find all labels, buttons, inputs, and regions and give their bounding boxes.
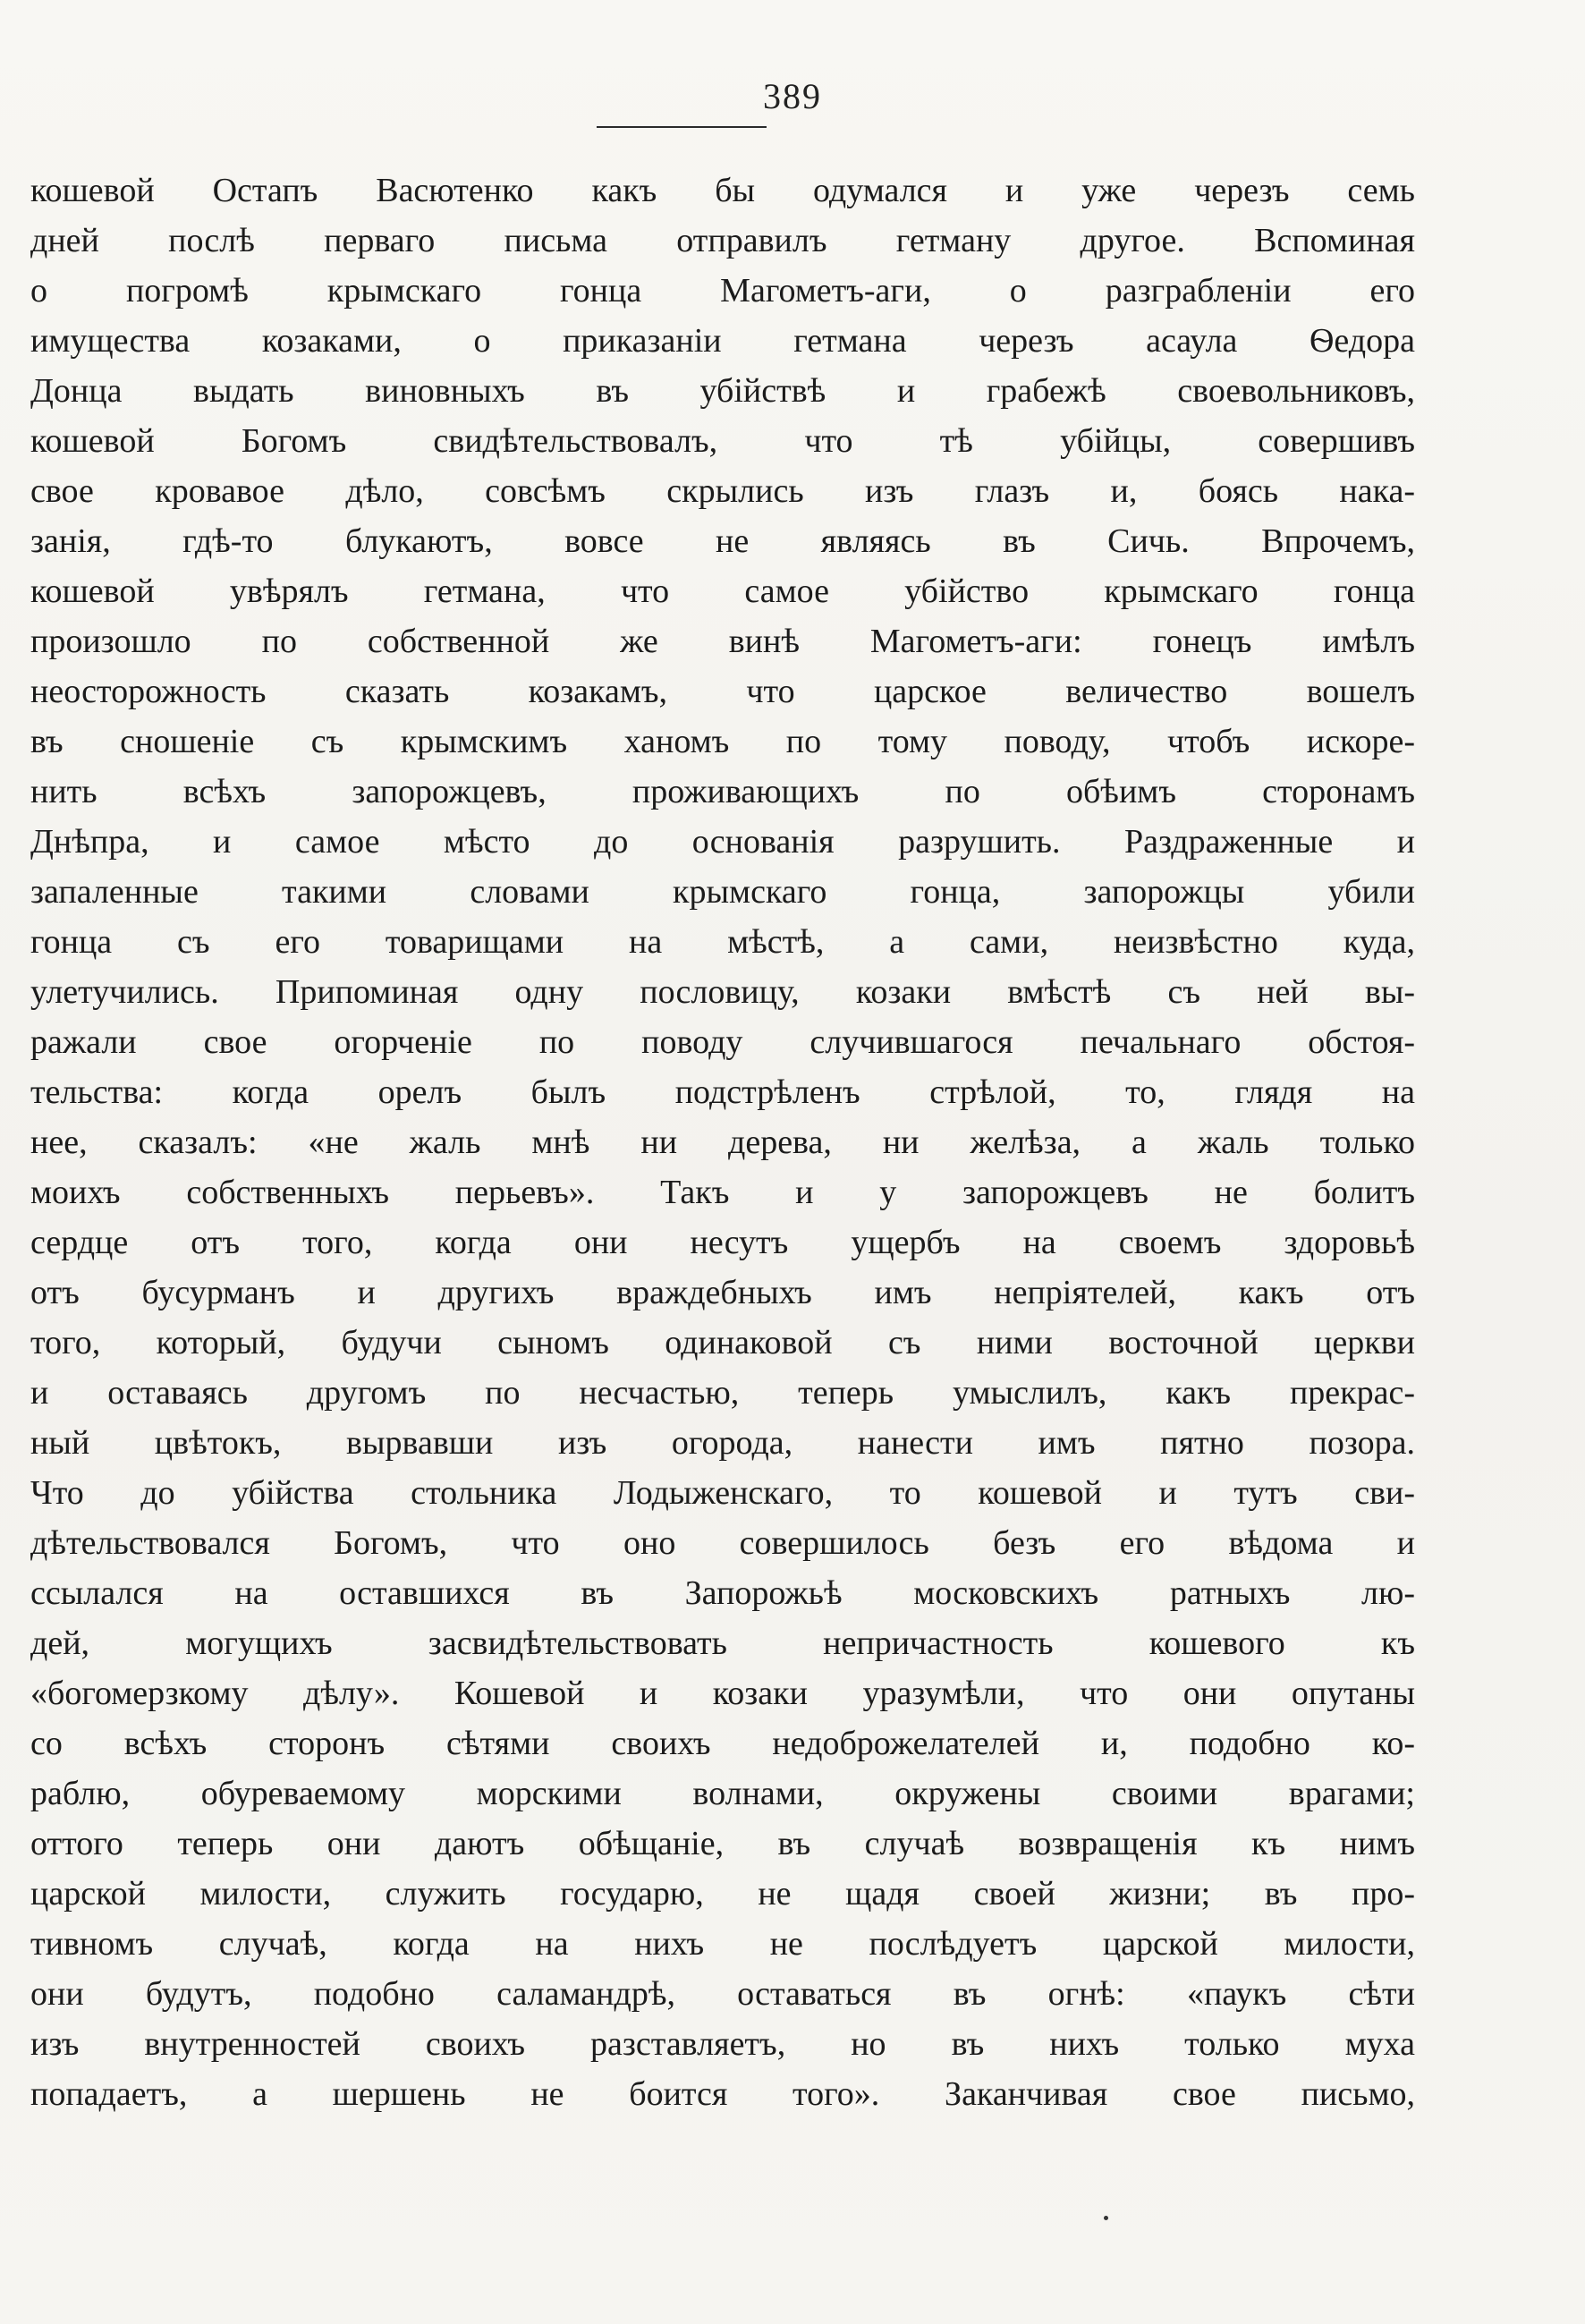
ink-speck xyxy=(1104,2216,1108,2220)
header-rule xyxy=(597,126,767,128)
text-line: нить всѣхъ запорожцевъ, проживающихъ по обѣимъ сторонамъ xyxy=(30,773,1415,810)
text-line: свое кровавое дѣло, совсѣмъ скрылись изъ глазъ и, боясь нака- xyxy=(30,472,1415,510)
text-line: сердце отъ того, когда они несутъ ущербъ на своемъ здоровьѣ xyxy=(30,1224,1415,1261)
text-line: гонца съ его товарищами на мѣстѣ, а сами, неизвѣстно куда, xyxy=(30,923,1415,961)
text-line: ссылался на оставшихся въ Запорожьѣ московскихъ ратныхъ лю- xyxy=(30,1574,1415,1612)
text-line: и оставаясь другомъ по несчастью, теперь умыслилъ, какъ прекрас- xyxy=(30,1374,1415,1412)
text-line: въ сношеніе съ крымскимъ ханомъ по тому поводу, чтобъ искоре- xyxy=(30,723,1415,760)
text-line: ражали свое огорченіе по поводу случившагося печальнаго обстоя- xyxy=(30,1023,1415,1061)
text-line: дней послѣ перваго письма отправилъ гетману другое. Вспоминая xyxy=(30,222,1415,259)
text-line: имущества козаками, о приказаніи гетмана черезъ асаула Ѳедора xyxy=(30,322,1415,360)
text-line: они будутъ, подобно саламандрѣ, оставаться въ огнѣ: «паукъ сѣти xyxy=(30,1975,1415,2013)
text-line: Днѣпра, и самое мѣсто до основанія разрушить. Раздраженные и xyxy=(30,823,1415,861)
text-line: Донца выдать виновныхъ въ убійствѣ и грабежѣ своевольниковъ, xyxy=(30,372,1415,410)
text-line: оттого теперь они даютъ обѣщаніе, въ случаѣ возвращенія къ нимъ xyxy=(30,1825,1415,1862)
text-line: произошло по собственной же винѣ Магометъ-аги: гонецъ имѣлъ xyxy=(30,623,1415,660)
text-line: нее, сказалъ: «не жаль мнѣ ни дерева, ни желѣза, а жаль только xyxy=(30,1124,1415,1161)
text-line: Что до убійства стольника Лодыженскаго, то кошевой и тутъ сви- xyxy=(30,1474,1415,1512)
text-line: дей, могущихъ засвидѣтельствовать непричастность кошевого къ xyxy=(30,1624,1415,1662)
page-number: 389 xyxy=(763,76,822,116)
body-text xyxy=(30,165,1415,2119)
text-line: «богомерзкому дѣлу». Кошевой и козаки уразумѣли, что они опутаны xyxy=(30,1675,1415,1712)
text-line: того, который, будучи сыномъ одинаковой съ ними восточной церкви xyxy=(30,1324,1415,1361)
text-line: дѣтельствовался Богомъ, что оно совершилось безъ его вѣдома и xyxy=(30,1524,1415,1562)
text-line: моихъ собственныхъ перьевъ». Такъ и у запорожцевъ не болитъ xyxy=(30,1174,1415,1211)
text-line: царской милости, служить государю, не щадя своей жизни; въ про- xyxy=(30,1875,1415,1913)
text-line: запаленные такими словами крымскаго гонца, запорожцы убили xyxy=(30,873,1415,911)
text-line: со всѣхъ сторонъ сѣтями своихъ недоброжелателей и, подобно ко- xyxy=(30,1725,1415,1762)
text-line: о погромѣ крымскаго гонца Магометъ-аги, о разграбленіи его xyxy=(30,272,1415,310)
text-line: попадаетъ, а шершень не боится того». Заканчивая свое письмо, xyxy=(30,2075,1415,2113)
text-line: тивномъ случаѣ, когда на нихъ не послѣдуетъ царской милости, xyxy=(30,1925,1415,1963)
text-line: тельства: когда орелъ былъ подстрѣленъ стрѣлой, то, глядя на xyxy=(30,1073,1415,1111)
text-line: кошевой увѣрялъ гетмана, что самое убійство крымскаго гонца xyxy=(30,573,1415,610)
text-line: изъ внутренностей своихъ разставляетъ, но въ нихъ только муха xyxy=(30,2025,1415,2063)
text-line: кошевой Остапъ Васютенко какъ бы одумался и уже черезъ семь xyxy=(30,172,1415,209)
text-line: улетучились. Припоминая одну пословицу, козаки вмѣстѣ съ ней вы- xyxy=(30,973,1415,1011)
text-line: раблю, обуреваемому морскими волнами, окружены своими врагами; xyxy=(30,1775,1415,1812)
text-line: ный цвѣтокъ, вырвавши изъ огорода, нанести имъ пятно позора. xyxy=(30,1424,1415,1462)
text-line: кошевой Богомъ свидѣтельствовалъ, что тѣ убійцы, совершивъ xyxy=(30,422,1415,460)
text-line: неосторожность сказать козакамъ, что царское величество вошелъ xyxy=(30,673,1415,710)
text-line: отъ бусурманъ и другихъ враждебныхъ имъ непріятелей, какъ отъ xyxy=(30,1274,1415,1311)
text-line: занія, гдѣ-то блукаютъ, вовсе не являясь въ Сичь. Впрочемъ, xyxy=(30,522,1415,560)
